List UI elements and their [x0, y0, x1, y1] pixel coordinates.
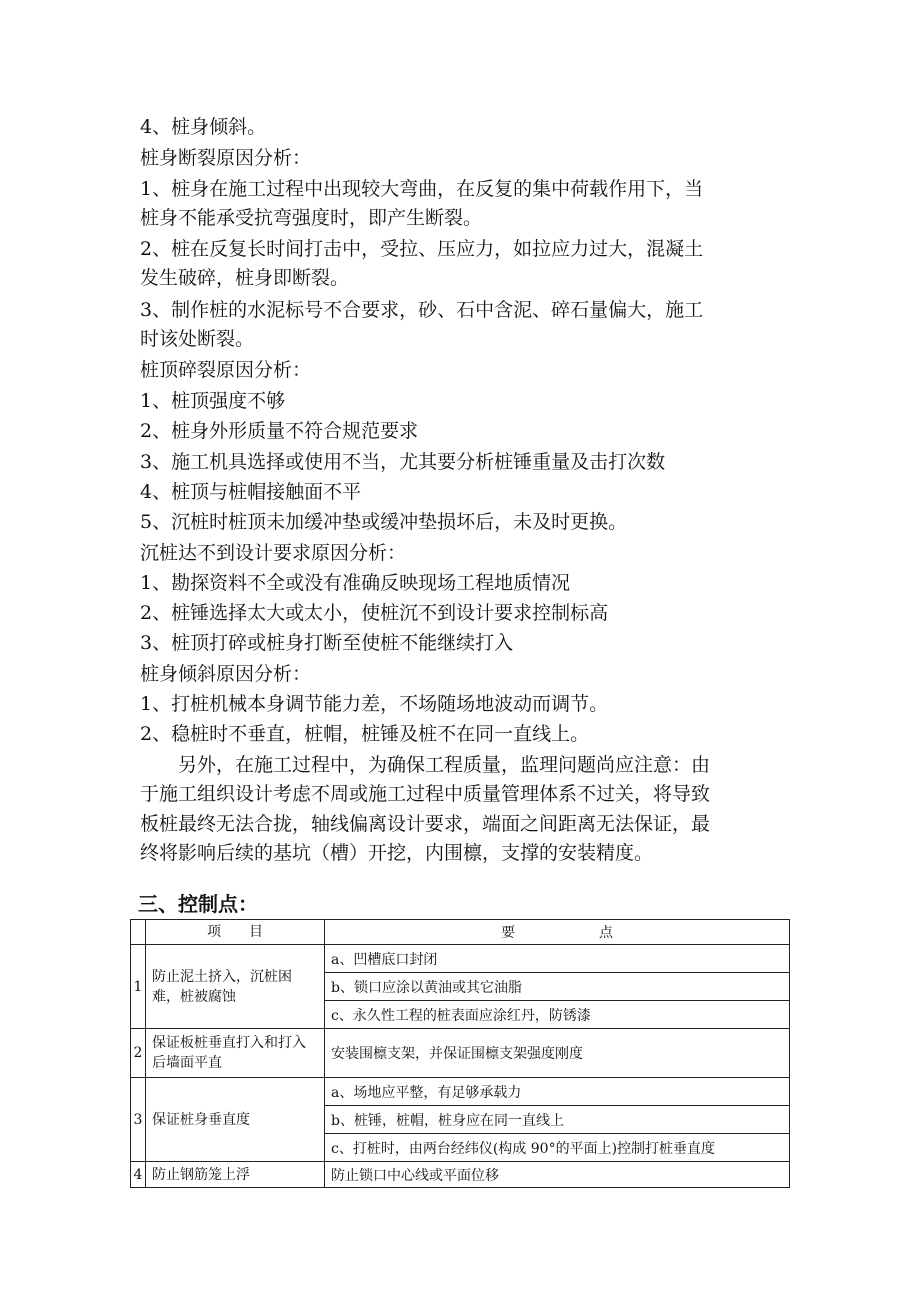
text-line: 2、桩身外形质量不符合规范要求	[140, 420, 419, 442]
text-line: 2、桩在反复长时间打击中，受拉、压应力，如拉应力过大，混凝土	[140, 238, 704, 260]
row-number: 3	[131, 1078, 146, 1162]
header-item-cell: 项 目	[146, 920, 325, 945]
text-line: 桩身不能承受抗弯强度时，即产生断裂。	[140, 207, 483, 229]
text-line: 5、沉桩时桩顶未加缓冲垫或缓冲垫损坏后，未及时更换。	[140, 511, 628, 533]
text-line: 桩身断裂原因分析：	[140, 147, 312, 169]
row-point: a、场地应平整，有足够承载力	[325, 1078, 790, 1106]
text-line: 4、桩身倾斜。	[140, 116, 267, 138]
text-line: 3、制作桩的水泥标号不合要求，砂、石中含泥、碎石量偏大，施工	[140, 299, 704, 321]
row-point: b、桩锤，桩帽，桩身应在同一直线上	[325, 1106, 790, 1134]
row-number: 1	[131, 945, 146, 1029]
row-point: 安装围檩支架，并保证围檩支架强度刚度	[325, 1029, 790, 1078]
text-line: 2、稳桩时不垂直，桩帽，桩锤及桩不在同一直线上。	[140, 723, 590, 745]
row-point: c、打桩时，由两台经纬仪(构成 90°的平面上)控制打桩垂直度	[325, 1134, 790, 1162]
text-line: 时该处断裂。	[140, 328, 255, 350]
text-line: 于施工组织设计考虑不周或施工过程中质量管理体系不过关，将导致	[140, 783, 711, 805]
text-line: 4、桩顶与桩帽接触面不平	[140, 481, 362, 503]
text-line: 另外，在施工过程中，为确保工程质量，监理问题尚应注意：由	[140, 754, 711, 776]
control-points-table	[130, 919, 790, 1188]
text-line: 1、打桩机械本身调节能力差，不场随场地波动而调节。	[140, 693, 609, 715]
row-point: 防止锁口中心线或平面位移	[325, 1162, 790, 1188]
header-points-cell: 要 点	[325, 920, 790, 945]
row-point: b、锁口应涂以黄油或其它油脂	[325, 973, 790, 1001]
table-row	[131, 1078, 790, 1106]
text-line: 3、施工机具选择或使用不当，尤其要分析桩锤重量及击打次数	[140, 451, 666, 473]
row-item: 保证板桩垂直打入和打入后墙面平直	[146, 1029, 325, 1078]
text-line: 桩身倾斜原因分析：	[140, 663, 312, 685]
row-point: c、永久性工程的桩表面应涂红丹，防锈漆	[325, 1001, 790, 1029]
row-point: a、凹槽底口封闭	[325, 945, 790, 973]
text-line: 发生破碎，桩身即断裂。	[140, 267, 350, 289]
text-line: 1、桩身在施工过程中出现较大弯曲，在反复的集中荷载作用下，当	[140, 178, 704, 200]
table-row	[131, 945, 790, 973]
text-line: 板桩最终无法合拢，轴线偏离设计要求，端面之间距离无法保证，最	[140, 813, 711, 835]
text-line: 1、桩顶强度不够	[140, 390, 286, 412]
row-item: 防止钢筋笼上浮	[146, 1162, 325, 1188]
section-heading: 三、控制点：	[138, 892, 258, 916]
text-line: 1、勘探资料不全或没有准确反映现场工程地质情况	[140, 572, 571, 594]
row-number: 2	[131, 1029, 146, 1078]
table-row	[131, 1162, 790, 1188]
row-number: 4	[131, 1162, 146, 1188]
text-line: 桩顶碎裂原因分析：	[140, 359, 312, 381]
header-number-cell	[131, 920, 146, 945]
row-item: 防止泥土挤入，沉桩困难，桩被腐蚀	[146, 945, 325, 1029]
text-line: 3、桩顶打碎或桩身打断至使桩不能继续打入	[140, 632, 514, 654]
text-line: 沉桩达不到设计要求原因分析：	[140, 542, 407, 564]
text-line: 终将影响后续的基坑（槽）开挖，内围檩，支撑的安装精度。	[140, 842, 654, 864]
table-header-row	[131, 920, 790, 945]
table-row	[131, 1029, 790, 1078]
text-line: 2、桩锤选择太大或太小，使桩沉不到设计要求控制标高	[140, 602, 609, 624]
row-item: 保证桩身垂直度	[146, 1078, 325, 1162]
